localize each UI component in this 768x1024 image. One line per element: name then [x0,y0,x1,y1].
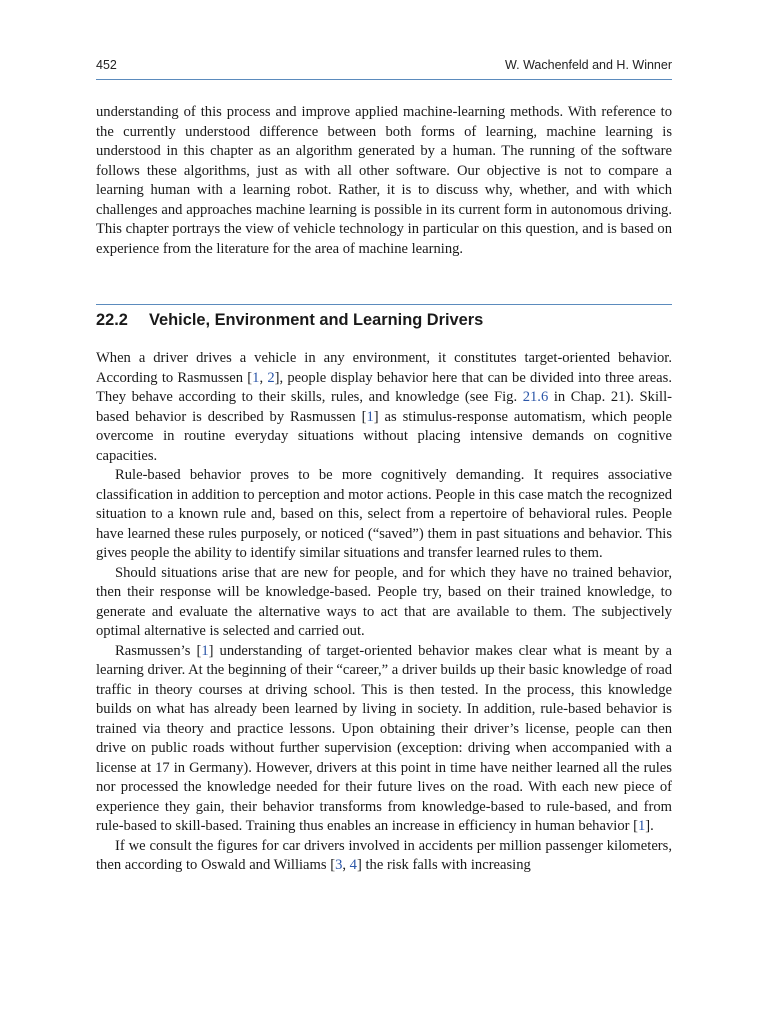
text-run: ] the risk falls with increasing [356,857,531,873]
section-rule [96,304,672,305]
figure-link[interactable]: 21.6 [522,389,549,405]
paragraph-3: Should situations arise that are new for people, and for which they have no trained behavior, then their response will be knowledge-based. People try, based on their trained knowledge, to generate and evaluate the alternative ways to act that are available to them. The subjectively optimal alternative is selected and carried out. [96,564,672,639]
header-rule [96,79,672,80]
text-run: If we consult the figures for car drivers involved in accidents per million passenger kilometers, then according to Oswald and Williams [ [96,837,672,873]
running-header-authors: W. Wachenfeld and H. Winner [505,58,672,72]
section-number: 22.2 [96,311,128,329]
paragraph-4 [96,642,672,837]
intro-paragraph: understanding of this process and improve applied machine-learning methods. With reference to the currently understood difference between both forms of learning, machine learning is understood in this chapter as an algorithm generated by a human. The running of the software follows these algorithms, just as with all other software. Our objective is not to compare a learning human with a learning robot. Rather, it is to discuss why, whether, and with which challenges and approaches machine learning is possible in its current form in autonomous driving. This chapter portrays the view of vehicle technology in particular on this question, and is based on experience from the literature for the area of machine learning. [96,104,672,257]
section-heading [96,311,672,330]
section-title: Vehicle, Environment and Learning Drivers [149,311,484,329]
intro-text [96,103,672,259]
text-run: ] as stimulus-response automatism, which people overcome in routine everyday situations without placing intensive demands on cognitive capacities. [96,408,672,464]
text-run: Rasmussen’s [ [115,642,202,659]
citation-link[interactable]: 1 [252,369,260,386]
citation-link[interactable]: 1 [637,818,646,834]
text-run: When a driver drives a vehicle in any environment, it constitutes target-oriented behavior. According to Rasmussen [ [96,350,672,386]
section-body [96,349,672,876]
paragraph-2: Rule-based behavior proves to be more cognitively demanding. It requires associative classification in addition to perception and motor actions. People in this case match the recognized situation to a known rule and, based on this, select from a repertoire of behavioral rules. People have learned these rules purposely, or noticed (“saved”) them in past situations and behavior. This gives people the ability to identify similar situations and transfer learned rules to them. [96,467,672,561]
citation-link[interactable]: 1 [201,642,209,659]
paragraph-5 [96,837,672,876]
text-run: ] understanding of target-oriented behavior makes clear what is meant by a learning driver. At the beginning of their “career,” a driver builds up their basic knowledge of road traffic in theory courses at driving school. This is then tested. In the process, this knowledge builds on what has already been learned by living in society. In addition, rule-based behavior is trained via theory and practice lessons. Upon obtaining their driver’s license, people can then drive on public roads without further supervision (exception: driving when accompanied with a license at 17 in Germany). However, drivers at this point in time have neither learned all the rules nor processed the knowledge needed for their future lives on the road. With each new piece of experience they gain, their behavior transforms from knowledge-based to rule-based, and from rule-based to skill-based. Training thus enables an increase in efficiency in human behavior [ [96,642,673,834]
citation-link[interactable]: 2 [267,369,275,386]
text-run: ]. [645,818,654,834]
text-run: ], people display behavior here that can be divided into three areas. They behave according to their skills, rules, and knowledge (see Fig. [96,369,672,405]
citation-link[interactable]: 1 [366,408,374,425]
citation-link[interactable]: 4 [349,857,357,873]
page-number: 452 [96,58,117,72]
text-run: , [342,857,350,873]
citation-link[interactable]: 3 [335,857,343,873]
paragraph-1 [96,349,672,466]
text-run: , [259,369,268,386]
text-run: in Chap. 21). Skill-based behavior is described by Rasmussen [ [96,389,672,425]
